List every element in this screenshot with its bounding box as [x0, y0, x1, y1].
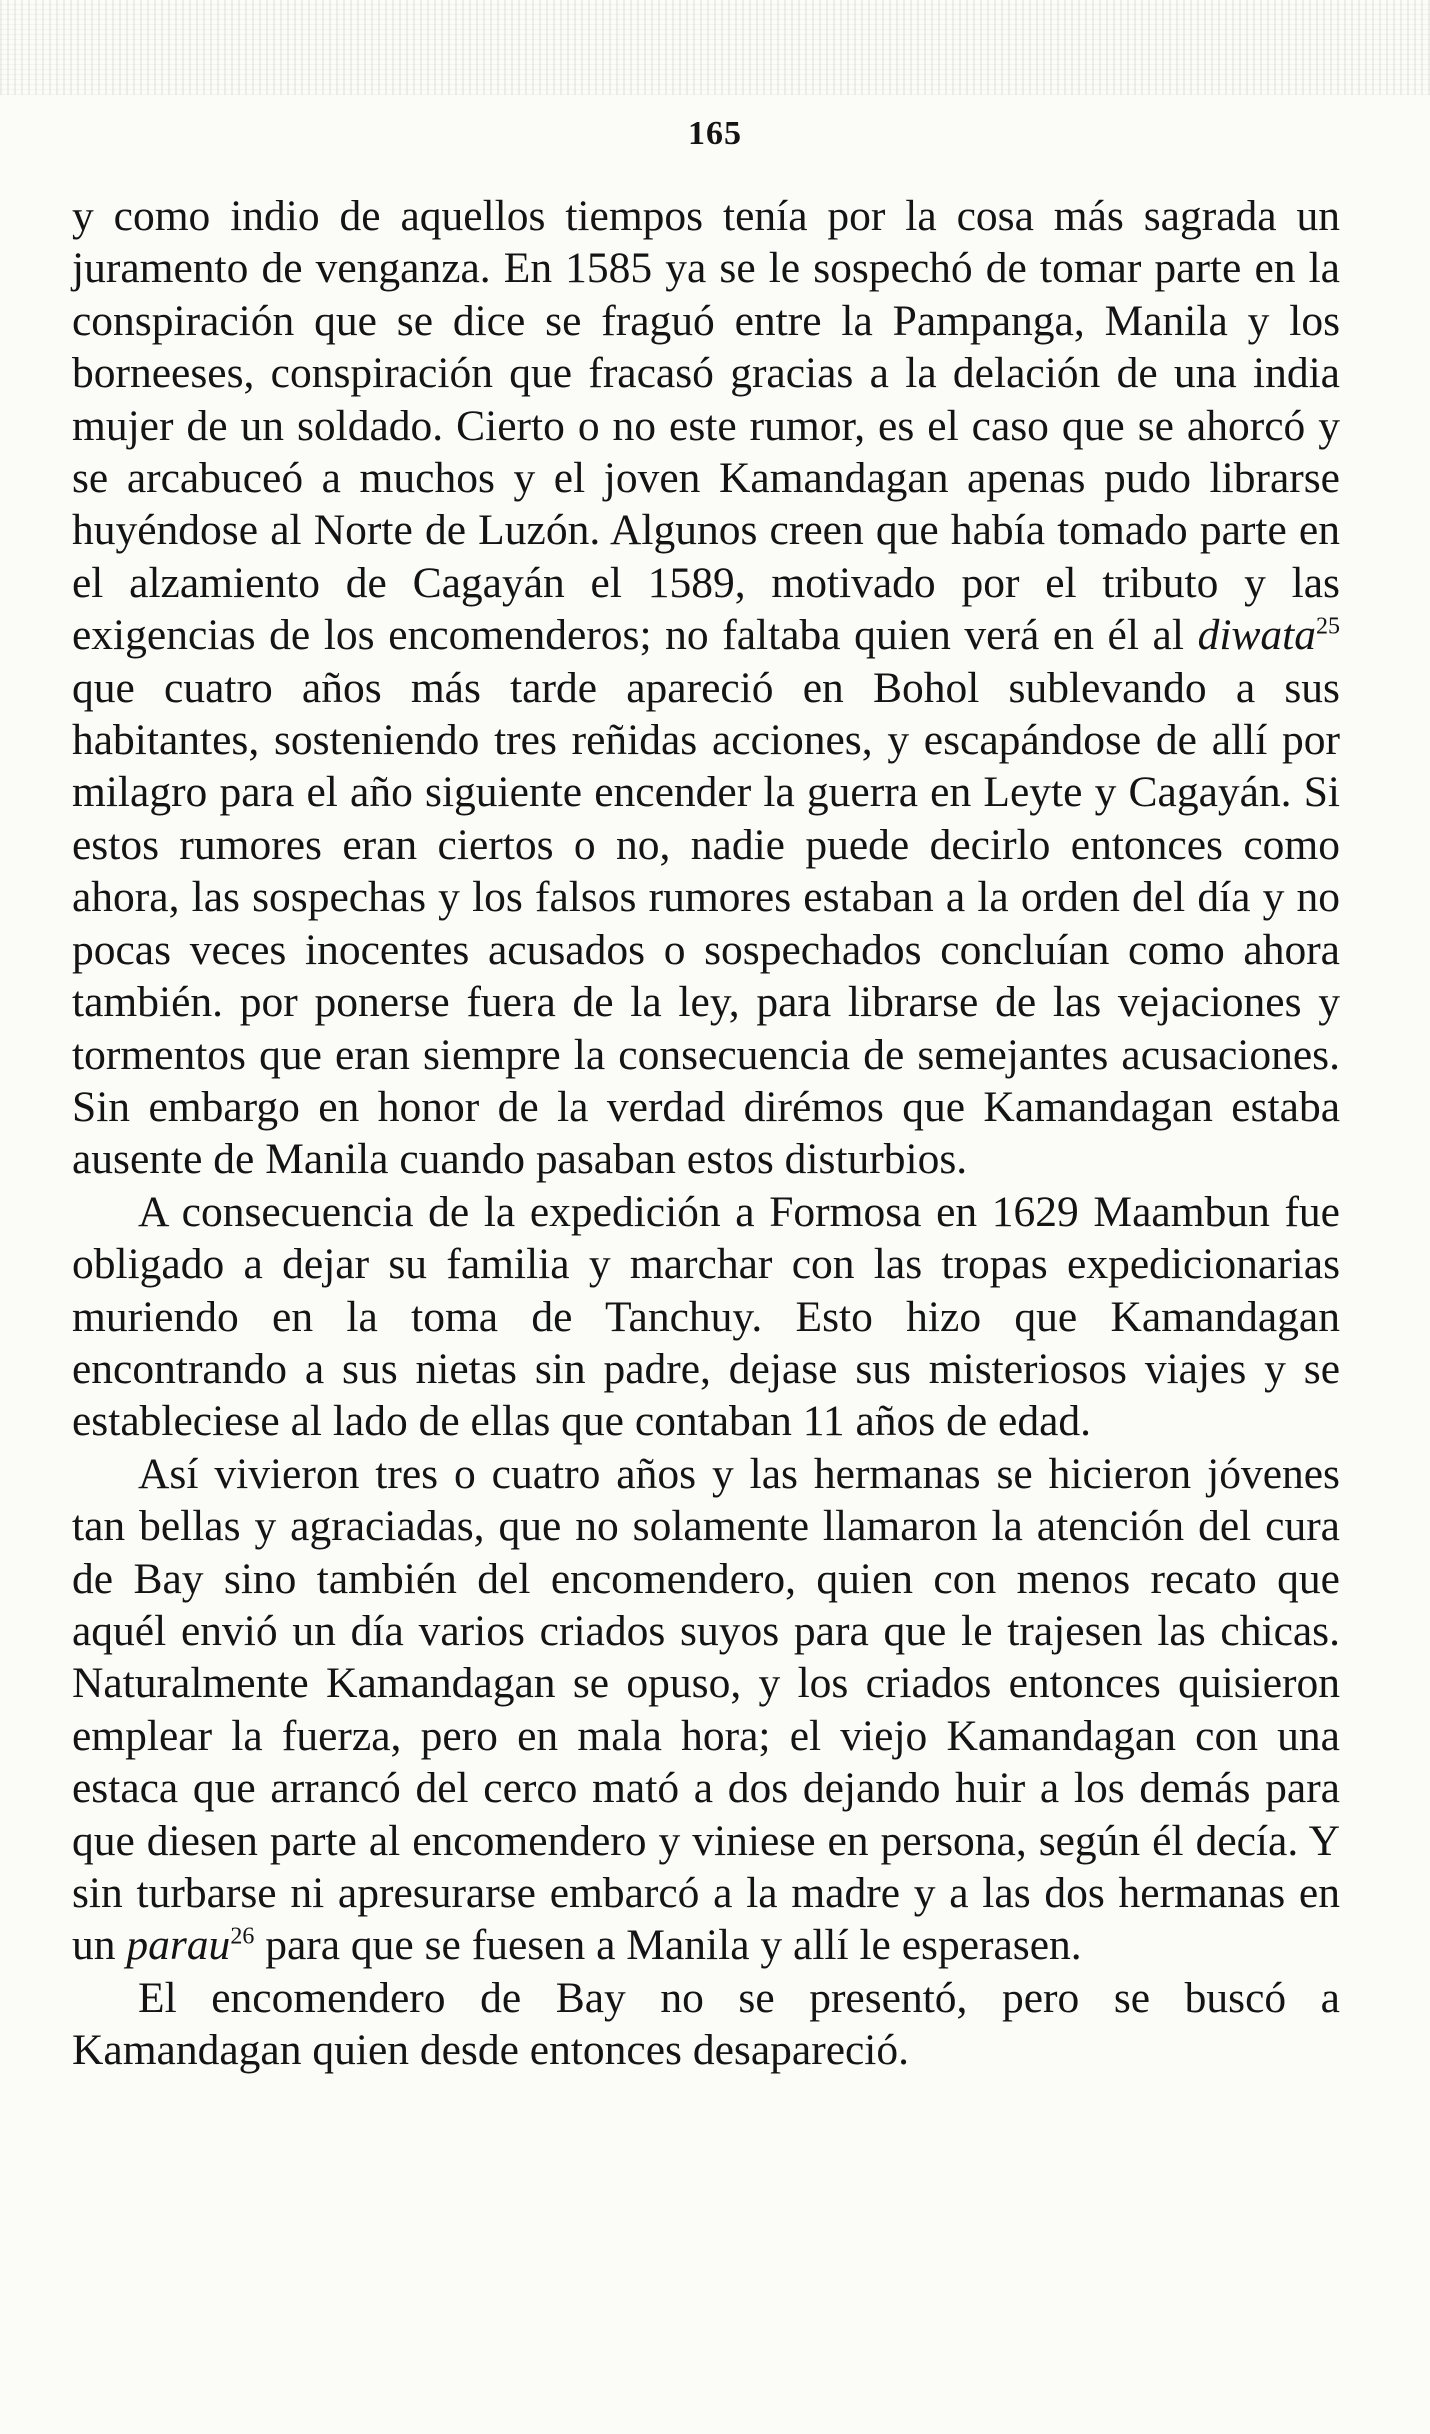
paragraph-3 [72, 1448, 1340, 1972]
paragraph-1-text-a: y como indio de aquellos tiempos tenía por la cosa más sagrada un juramento de venganza. En 1585 ya se le sospechó de tomar parte en la conspiración que se dice se fraguó entre la Pampanga, Manila y los borneeses, conspiración que fracasó gracias a la delación de una india mujer de un soldado. Cierto o no este rumor, es el caso que se ahorcó y se arcabuceó a muchos y el joven Kamandagan apenas pudo librarse huyéndose al Norte de Luzón. Algunos creen que había tomado parte en el alzamiento de Cagayán el 1589, motivado por el tributo y las exigencias de los encomenderos; no faltaba quien verá en él al [72, 192, 1340, 660]
paragraph-3-text-a: Así vivieron tres o cuatro años y las hermanas se hicieron jóvenes tan bellas y agraciadas, que no solamente llamaron la atención del cura de Bay sino también del encomendero, quien con menos recato que aquél envió un día varios criados suyos para que le trajesen las chicas. Naturalmente Kamandagan se opuso, y los criados entonces quisieron emplear la fuerza, pero en mala hora; el viejo Kamandagan con una estaca que arrancó del cerco mató a dos dejando huir a los demás para que diesen parte al encomendero y viniese en persona, según él decía. Y sin turbarse ni apresurarse embarcó a la madre y a las dos hermanas en un [72, 1449, 1340, 1970]
paragraph-4 [72, 1972, 1340, 2077]
paragraph-1-text-b: que cuatro años más tarde apareció en Bohol sublevando a sus habitantes, sosteniendo tres reñidas acciones, y escapándose de allí por milagro para el año siguiente encender la guerra en Leyte y Cagayán. Si estos rumores eran ciertos o no, nadie puede decirlo entonces como ahora, las sospechas y los falsos rumores estaban a la orden del día y no pocas veces inocentes acusados o sospechados concluían como ahora también. por ponerse fuera de la ley, para librarse de las vejaciones y tormentos que eran siempre la consecuencia de semejantes acusaciones. Sin embargo en honor de la verdad dirémos que Kamandagan estaba ausente de Manila cuando pasaban estos disturbios. [72, 663, 1340, 1184]
term-parau: parau [126, 1921, 231, 1970]
paragraph-1 [72, 190, 1340, 1186]
paragraph-2 [72, 1186, 1340, 1448]
scan-edge-texture [0, 0, 1430, 95]
paragraph-2-text: A consecuencia de la expedición a Formosa en 1629 Maambun fue obligado a dejar su familia y marchar con las tropas expedicionarias muriendo en la toma de Tanchuy. Esto hizo que Kamandagan encontrando a sus nietas sin padre, dejase sus misteriosos viajes y se estableciese al lado de ellas que contaban 11 años de edad. [72, 1187, 1340, 1446]
term-diwata: diwata [1197, 611, 1316, 660]
footnote-ref-25: 25 [1316, 613, 1340, 640]
footnote-ref-26: 26 [230, 1923, 255, 1950]
paragraph-4-text: El encomendero de Bay no se presentó, pero se buscó a Kamandagan quien desde entonces desapareció. [72, 1973, 1340, 2075]
text-column [72, 190, 1340, 2077]
page-number: 165 [688, 115, 742, 152]
paragraph-3-text-b: para que se fuesen a Manila y allí le esperasen. [254, 1921, 1082, 1970]
